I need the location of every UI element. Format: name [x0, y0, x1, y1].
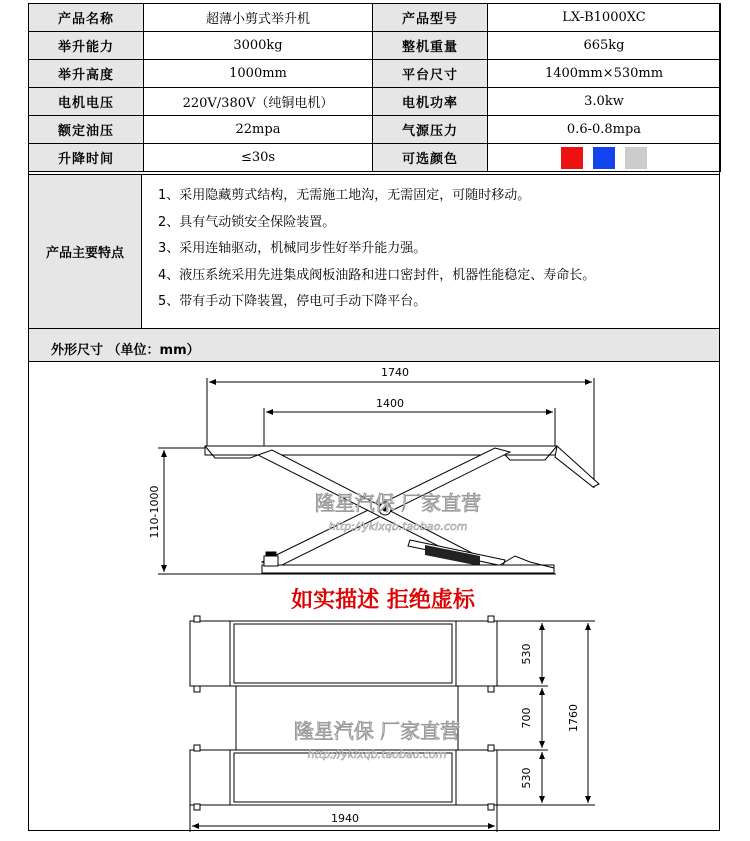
spec-value: 1400mm×530mm [488, 60, 721, 88]
spec-label: 平台尺寸 [373, 60, 488, 88]
spec-value: LX-B1000XC [488, 4, 721, 32]
watermark-url: http://yklxqb.taobao.com [307, 748, 447, 761]
feature-item: 3、采用连轴驱动，机械同步性好举升能力强。 [158, 241, 427, 256]
spec-value: 0.6-0.8mpa [488, 116, 721, 144]
spec-value: 665kg [488, 32, 721, 60]
spec-label: 整机重量 [373, 32, 488, 60]
spec-value: 超薄小剪式举升机 [144, 4, 373, 32]
watermark-text: 隆星汽保 厂家直营 [314, 491, 482, 515]
spec-label: 可选颜色 [373, 144, 488, 172]
feature-item: 1、采用隐藏剪式结构，无需施工地沟，无需固定，可随时移动。 [158, 188, 531, 203]
spec-value: ≤30s [144, 144, 373, 172]
dim-700-label: 700 [520, 707, 533, 729]
spec-label: 气源压力 [373, 116, 488, 144]
dim-530-bottom-label: 530 [520, 767, 533, 789]
spec-label: 电机功率 [373, 88, 488, 116]
features-label: 产品主要特点 [28, 174, 142, 329]
slogan: 如实描述 拒绝虚标 [291, 588, 475, 613]
dimensions-header: 外形尺寸 （单位：mm） [28, 328, 720, 362]
spec-value: 22mpa [144, 116, 373, 144]
spec-value: 3000kg [144, 32, 373, 60]
dim-height-label: 110-1000 [148, 485, 161, 539]
spec-value: 1000mm [144, 60, 373, 88]
spec-label: 产品型号 [373, 4, 488, 32]
dim-1940-label: 1940 [331, 812, 359, 825]
spec-label: 产品名称 [29, 4, 144, 32]
dim-1760-label: 1760 [567, 704, 580, 732]
feature-item: 4、液压系统采用先进集成阀板油路和进口密封件，机器性能稳定、寿命长。 [158, 267, 596, 283]
dim-1400-label: 1400 [376, 397, 404, 410]
spec-label: 举升能力 [29, 32, 144, 60]
feature-item: 2、具有气动锁安全保险装置。 [158, 214, 336, 230]
watermark-text: 隆星汽保 厂家直营 [293, 719, 461, 743]
spec-label: 额定油压 [29, 116, 144, 144]
watermark-url: http://yklxqb.taobao.com [328, 520, 468, 533]
feature-item: 5、带有手动下降装置，停电可手动下降平台。 [158, 294, 427, 309]
spec-label: 升降时间 [29, 144, 144, 172]
dim-530-top-label: 530 [520, 643, 533, 665]
dim-1740-label: 1740 [381, 366, 409, 379]
spec-label: 电机电压 [29, 88, 144, 116]
spec-value: 3.0kw [488, 88, 721, 116]
spec-value: 220V/380V（纯铜电机） [144, 88, 373, 116]
spec-label: 举升高度 [29, 60, 144, 88]
